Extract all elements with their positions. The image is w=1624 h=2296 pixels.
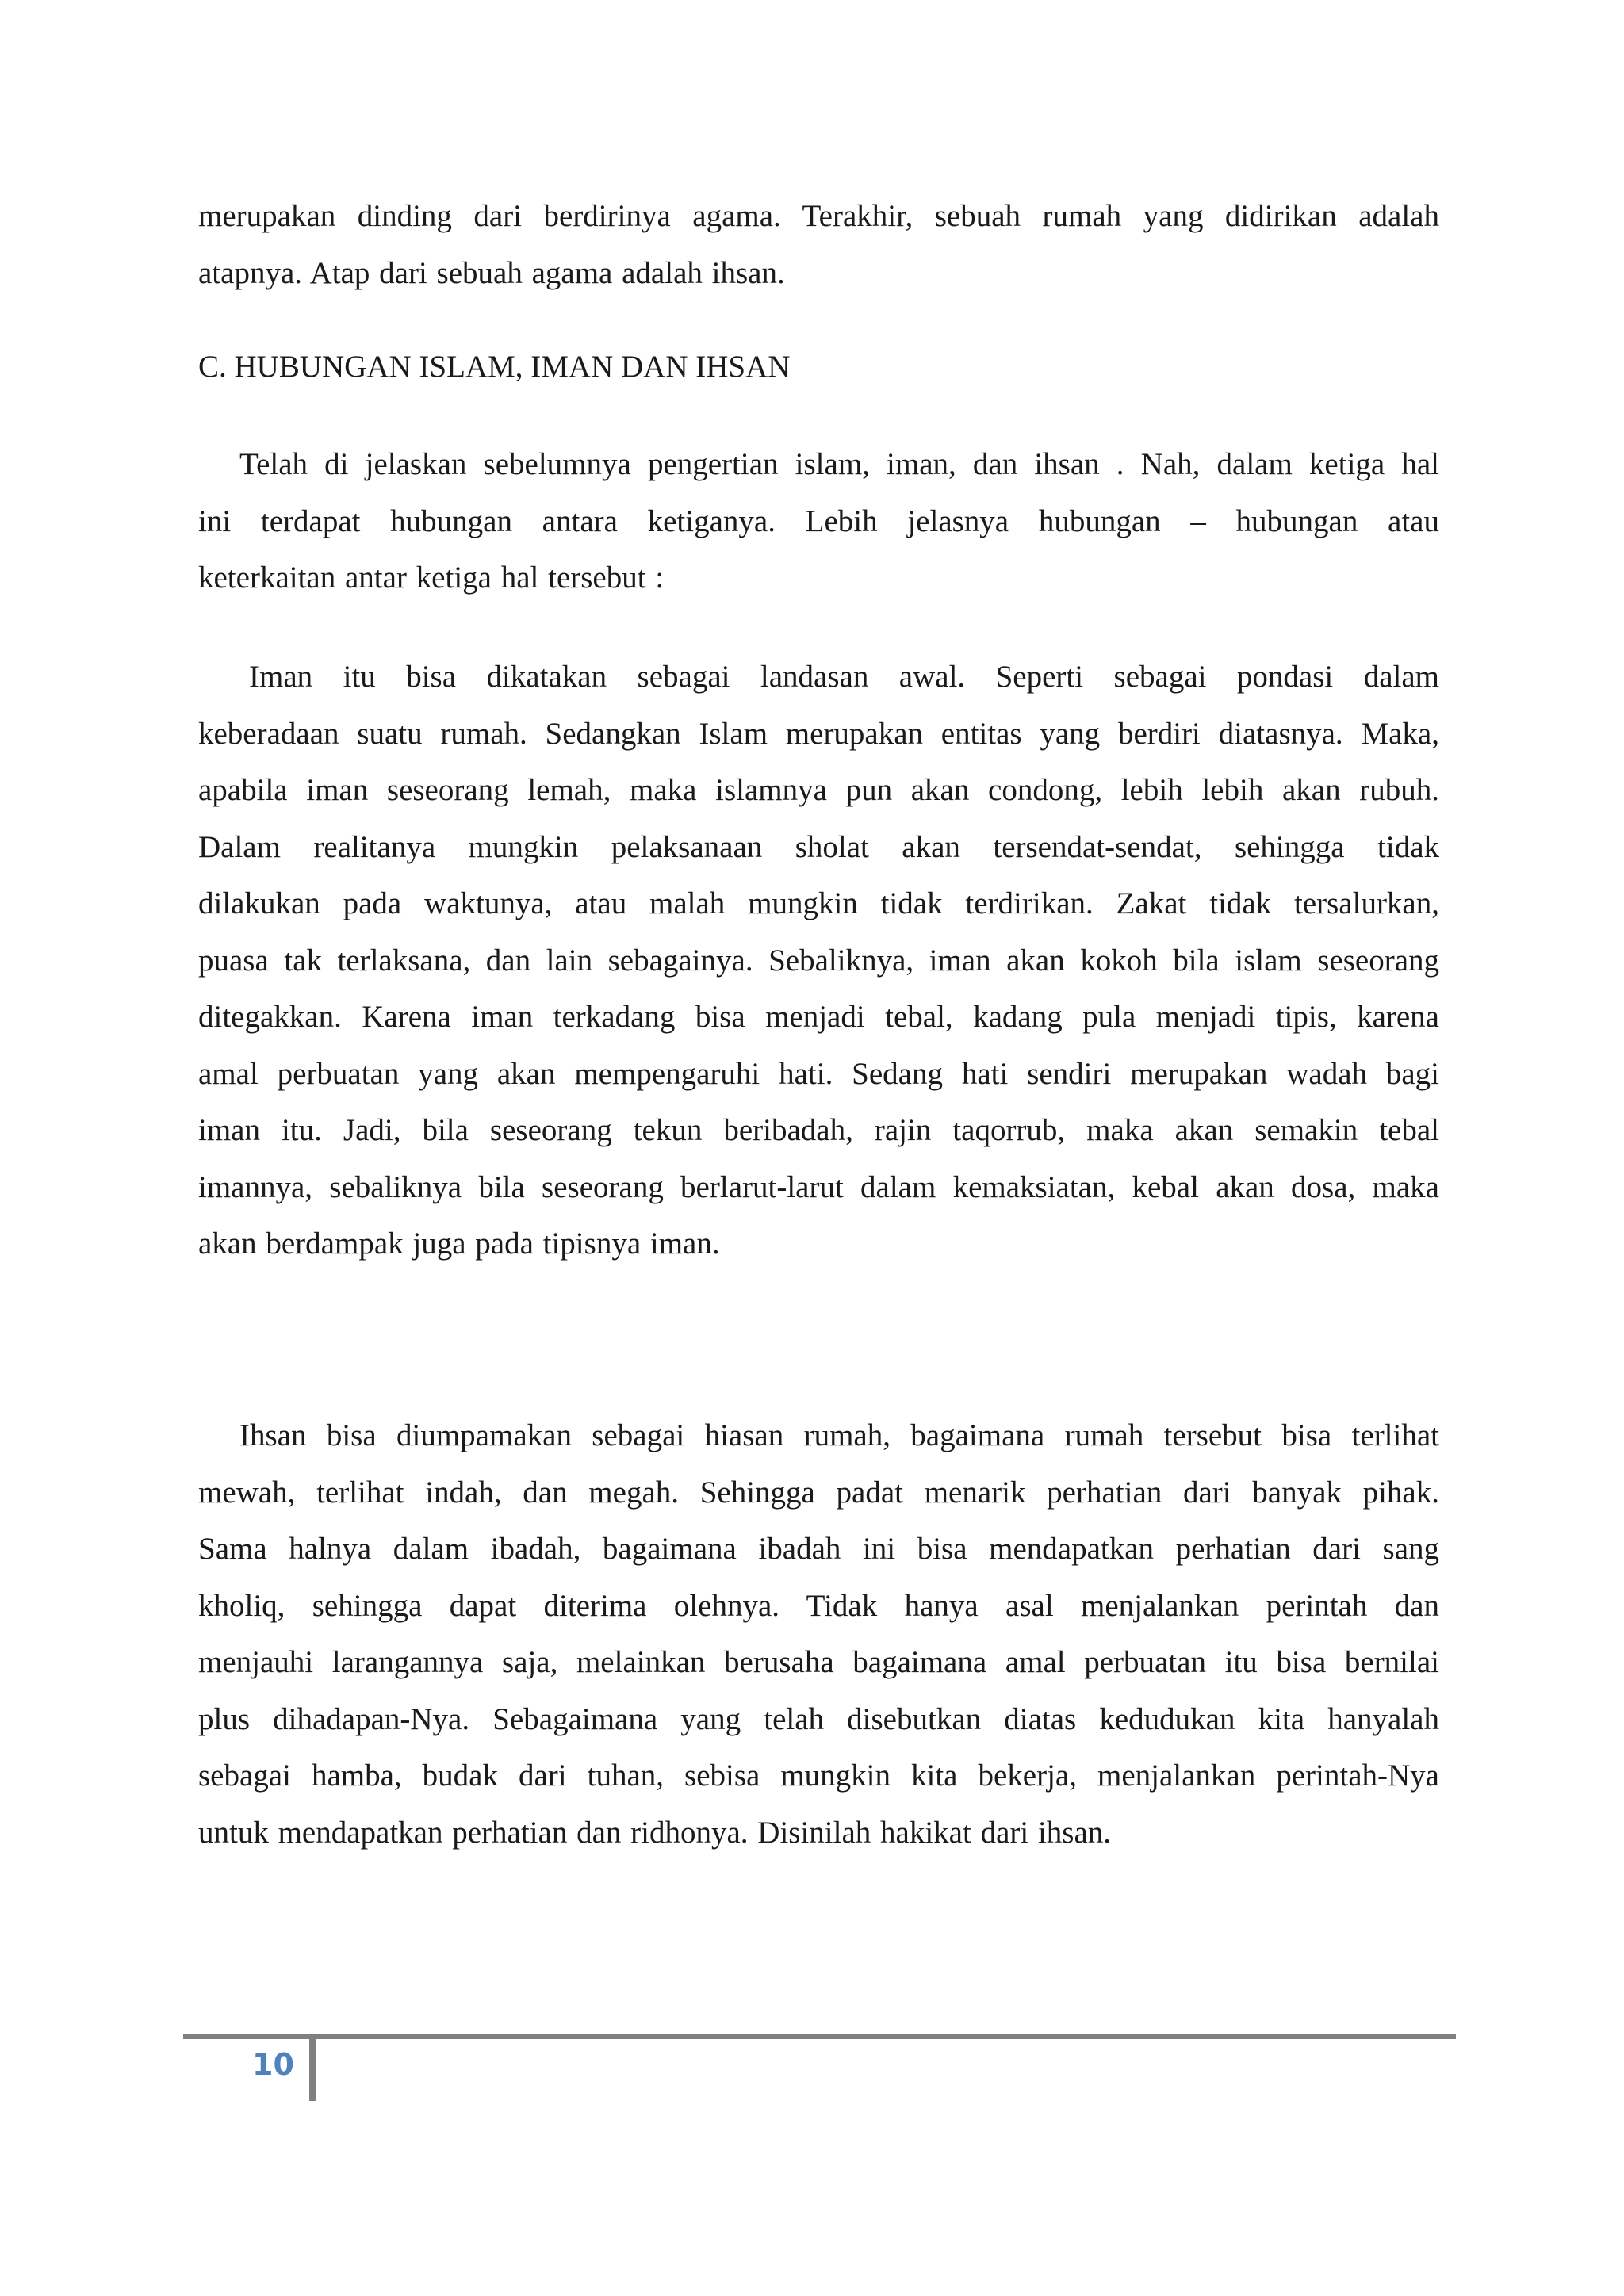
text-line: keberadaan suatu rumah. Sedangkan Islam merupakan entitas yang berdiri diatasnya. Maka, (198, 716, 1439, 751)
text-line: ditegakkan. Karena iman terkadang bisa menjadi tebal, kadang pula menjadi tipis, karena (198, 1000, 1439, 1034)
text-line: apabila iman seseorang lemah, maka islamnya pun akan condong, lebih lebih akan rubuh. (198, 773, 1439, 807)
text-line: ini terdapat hubungan antara ketiganya. Lebih jelasnya hubungan – hubungan atau (198, 503, 1439, 538)
text-line: Iman itu bisa dikatakan sebagai landasan awal. Seperti sebagai pondasi dalam (249, 660, 1439, 694)
text-line: imannya, sebaliknya bila seseorang berlarut-larut dalam kemaksiatan, kebal akan dosa, maka (198, 1169, 1439, 1204)
paragraph-intro (198, 436, 1439, 607)
text-line: Ihsan bisa diumpamakan sebagai hiasan rumah, bagaimana rumah tersebut bisa terlihat (239, 1418, 1439, 1452)
text-line: akan berdampak juga pada tipisnya iman. (198, 1226, 720, 1261)
text-line: sebagai hamba, budak dari tuhan, sebisa mungkin kita bekerja, menjalankan perintah-Nya (198, 1758, 1439, 1793)
paragraph-iman (198, 649, 1439, 1272)
page-number: 10 (252, 2047, 294, 2082)
text-line: menjauhi larangannya saja, melainkan berusaha bagaimana amal perbuatan itu bisa bernilai (198, 1645, 1439, 1679)
section-heading: C. HUBUNGAN ISLAM, IMAN DAN IHSAN (198, 350, 791, 384)
text-line: iman itu. Jadi, bila seseorang tekun beribadah, rajin taqorrub, maka akan semakin tebal (198, 1113, 1439, 1147)
text-line: kholiq, sehingga dapat diterima olehnya. Tidak hanya asal menjalankan perintah dan (198, 1588, 1439, 1623)
text-line: plus dihadapan-Nya. Sebagaimana yang telah disebutkan diatas kedudukan kita hanyalah (198, 1701, 1439, 1736)
text-line: amal perbuatan yang akan mempengaruhi hati. Sedang hati sendiri merupakan wadah bagi (198, 1056, 1439, 1091)
text-line: atapnya. Atap dari sebuah agama adalah ihsan. (198, 255, 785, 290)
text-line: dilakukan pada waktunya, atau malah mungkin tidak terdirikan. Zakat tidak tersalurkan, (198, 886, 1439, 920)
text-line: untuk mendapatkan perhatian dan ridhonya. Disinilah hakikat dari ihsan. (198, 1815, 1112, 1850)
text-line: Sama halnya dalam ibadah, bagaimana ibadah ini bisa mendapatkan perhatian dari sang (198, 1532, 1439, 1566)
paragraph-ihsan (198, 1407, 1439, 1861)
text-line: mewah, terlihat indah, dan megah. Sehingga padat menarik perhatian dari banyak pihak. (198, 1475, 1439, 1510)
footer-rule (183, 2034, 1456, 2039)
footer-divider (309, 2039, 316, 2101)
text-line: keterkaitan antar ketiga hal tersebut : (198, 561, 665, 595)
text-line: Dalam realitanya mungkin pelaksanaan sholat akan tersendat-sendat, sehingga tidak (198, 829, 1439, 864)
text-line: Telah di jelaskan sebelumnya pengertian islam, iman, dan ihsan . Nah, dalam ketiga hal (239, 447, 1439, 481)
paragraph-continuation (198, 188, 1439, 301)
text-line: puasa tak terlaksana, dan lain sebagainya. Sebaliknya, iman akan kokoh bila islam seseorang (198, 943, 1439, 978)
text-line: merupakan dinding dari berdirinya agama. Terakhir, sebuah rumah yang didirikan adalah (198, 199, 1439, 233)
